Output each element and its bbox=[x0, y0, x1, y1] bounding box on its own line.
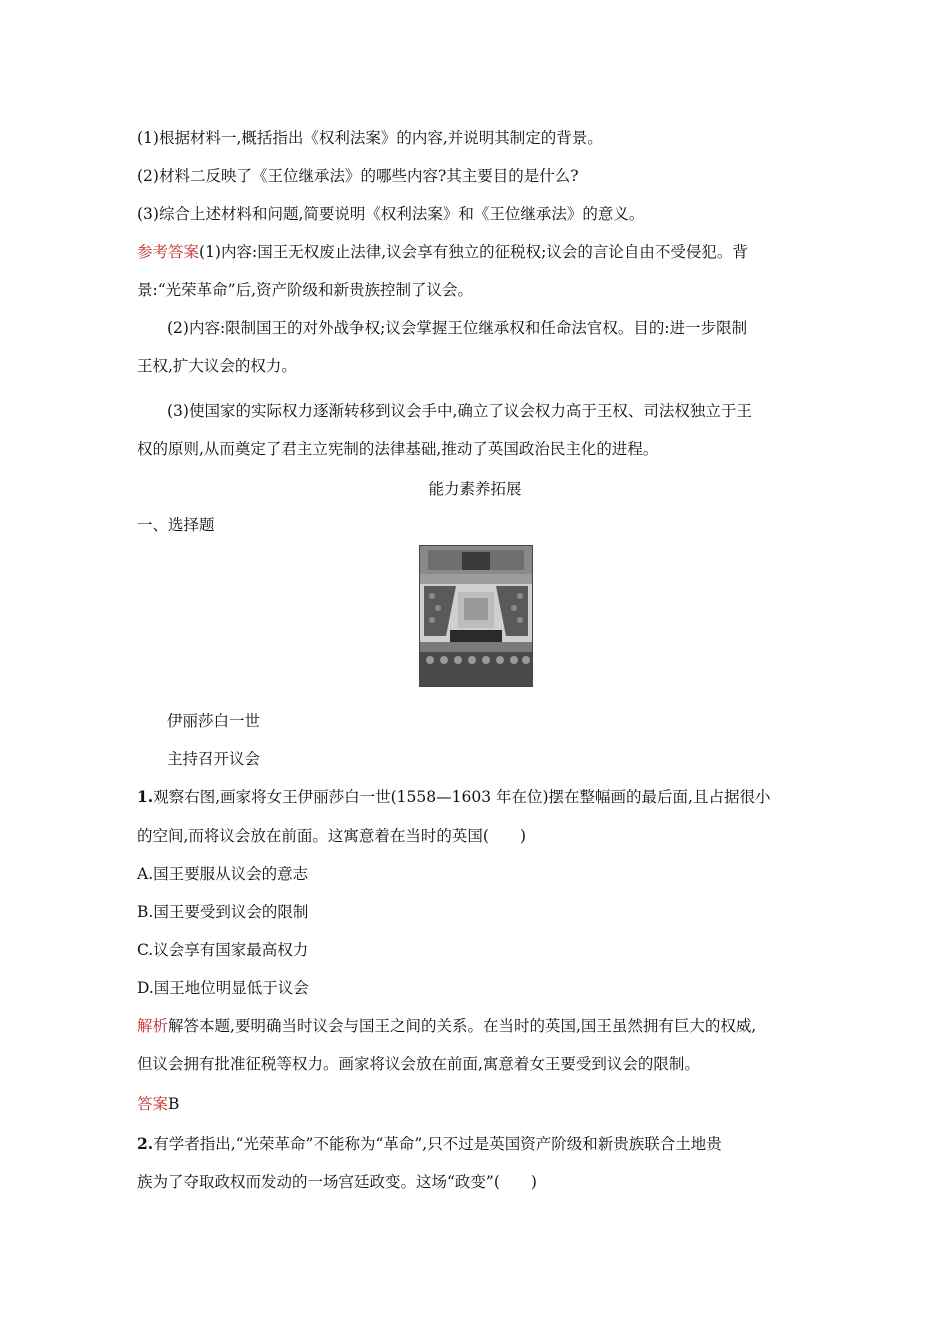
answer-line bbox=[137, 1093, 179, 1115]
option-c: C.议会享有国家最高权力 bbox=[137, 941, 309, 959]
figure-caption-line2: 主持召开议会 bbox=[167, 750, 261, 768]
option-d: D.国王地位明显低于议会 bbox=[137, 979, 309, 997]
question-2-text-line1: 有学者指出,“光荣革命”不能称为“革命”,只不过是英国资产阶级和新贵族联合土地贵 bbox=[153, 1135, 722, 1153]
question-2-text-line2: 族为了夺取政权而发动的一场宫廷政变。这场“政变”( ) bbox=[137, 1173, 537, 1191]
question-2-number: 2. bbox=[137, 1134, 154, 1153]
figure-caption-line1: 伊丽莎白一世 bbox=[167, 712, 261, 730]
ref-answer-p1-line2: 景:“光荣革命”后,资产阶级和新贵族控制了议会。 bbox=[137, 281, 473, 299]
answer-value: B bbox=[168, 1095, 180, 1113]
question-2-line1 bbox=[137, 1133, 722, 1155]
question-1-line1 bbox=[137, 786, 770, 808]
question-1-text-line1: 观察右图,画家将女王伊丽莎白一世(1558—1603 年在位)摆在整幅画的最后面,且占据很小 bbox=[153, 788, 771, 806]
question-part-3: (3)综合上述材料和问题,简要说明《权利法案》和《王位继承法》的意义。 bbox=[137, 205, 645, 223]
analysis-text-line1: 解答本题,要明确当时议会与国王之间的关系。在当时的英国,国王虽然拥有巨大的权威, bbox=[168, 1017, 757, 1035]
answer-label: 答案 bbox=[137, 1095, 169, 1113]
question-1-number: 1. bbox=[137, 787, 154, 806]
question-part-1: (1)根据材料一,概括指出《权利法案》的内容,并说明其制定的背景。 bbox=[137, 129, 603, 147]
ref-answer-label: 参考答案 bbox=[137, 243, 200, 261]
ref-answer-p1-line1: (1)内容:国王无权废止法律,议会享有独立的征税权;议会的言论自由不受侵犯。背 bbox=[199, 243, 748, 261]
parliament-illustration bbox=[419, 545, 533, 687]
question-part-2: (2)材料二反映了《王位继承法》的哪些内容?其主要目的是什么? bbox=[137, 167, 579, 185]
ref-answer-p3-line1: (3)使国家的实际权力逐渐转移到议会手中,确立了议会权力高于王权、司法权独立于王 bbox=[167, 402, 752, 420]
ref-answer-line bbox=[137, 241, 748, 263]
section-subtitle: 一、选择题 bbox=[137, 516, 215, 534]
option-a: A.国王要服从议会的意志 bbox=[137, 865, 309, 883]
question-1-text-line2: 的空间,而将议会放在前面。这寓意着在当时的英国( ) bbox=[137, 827, 527, 845]
analysis-label: 解析 bbox=[137, 1017, 169, 1035]
analysis-line1 bbox=[137, 1015, 756, 1037]
option-b: B.国王要受到议会的限制 bbox=[137, 903, 309, 921]
ref-answer-p3-line2: 权的原则,从而奠定了君主立宪制的法律基础,推动了英国政治民主化的进程。 bbox=[137, 440, 659, 458]
section-title: 能力素养拓展 bbox=[428, 480, 522, 498]
analysis-text-line2: 但议会拥有批准征税等权力。画家将议会放在前面,寓意着女王要受到议会的限制。 bbox=[137, 1055, 700, 1073]
ref-answer-p2-line2: 王权,扩大议会的权力。 bbox=[137, 357, 297, 375]
parliament-drawing bbox=[420, 546, 532, 686]
ref-answer-p2-line1: (2)内容:限制国王的对外战争权;议会掌握王位继承权和任命法官权。目的:进一步限制 bbox=[167, 319, 748, 337]
